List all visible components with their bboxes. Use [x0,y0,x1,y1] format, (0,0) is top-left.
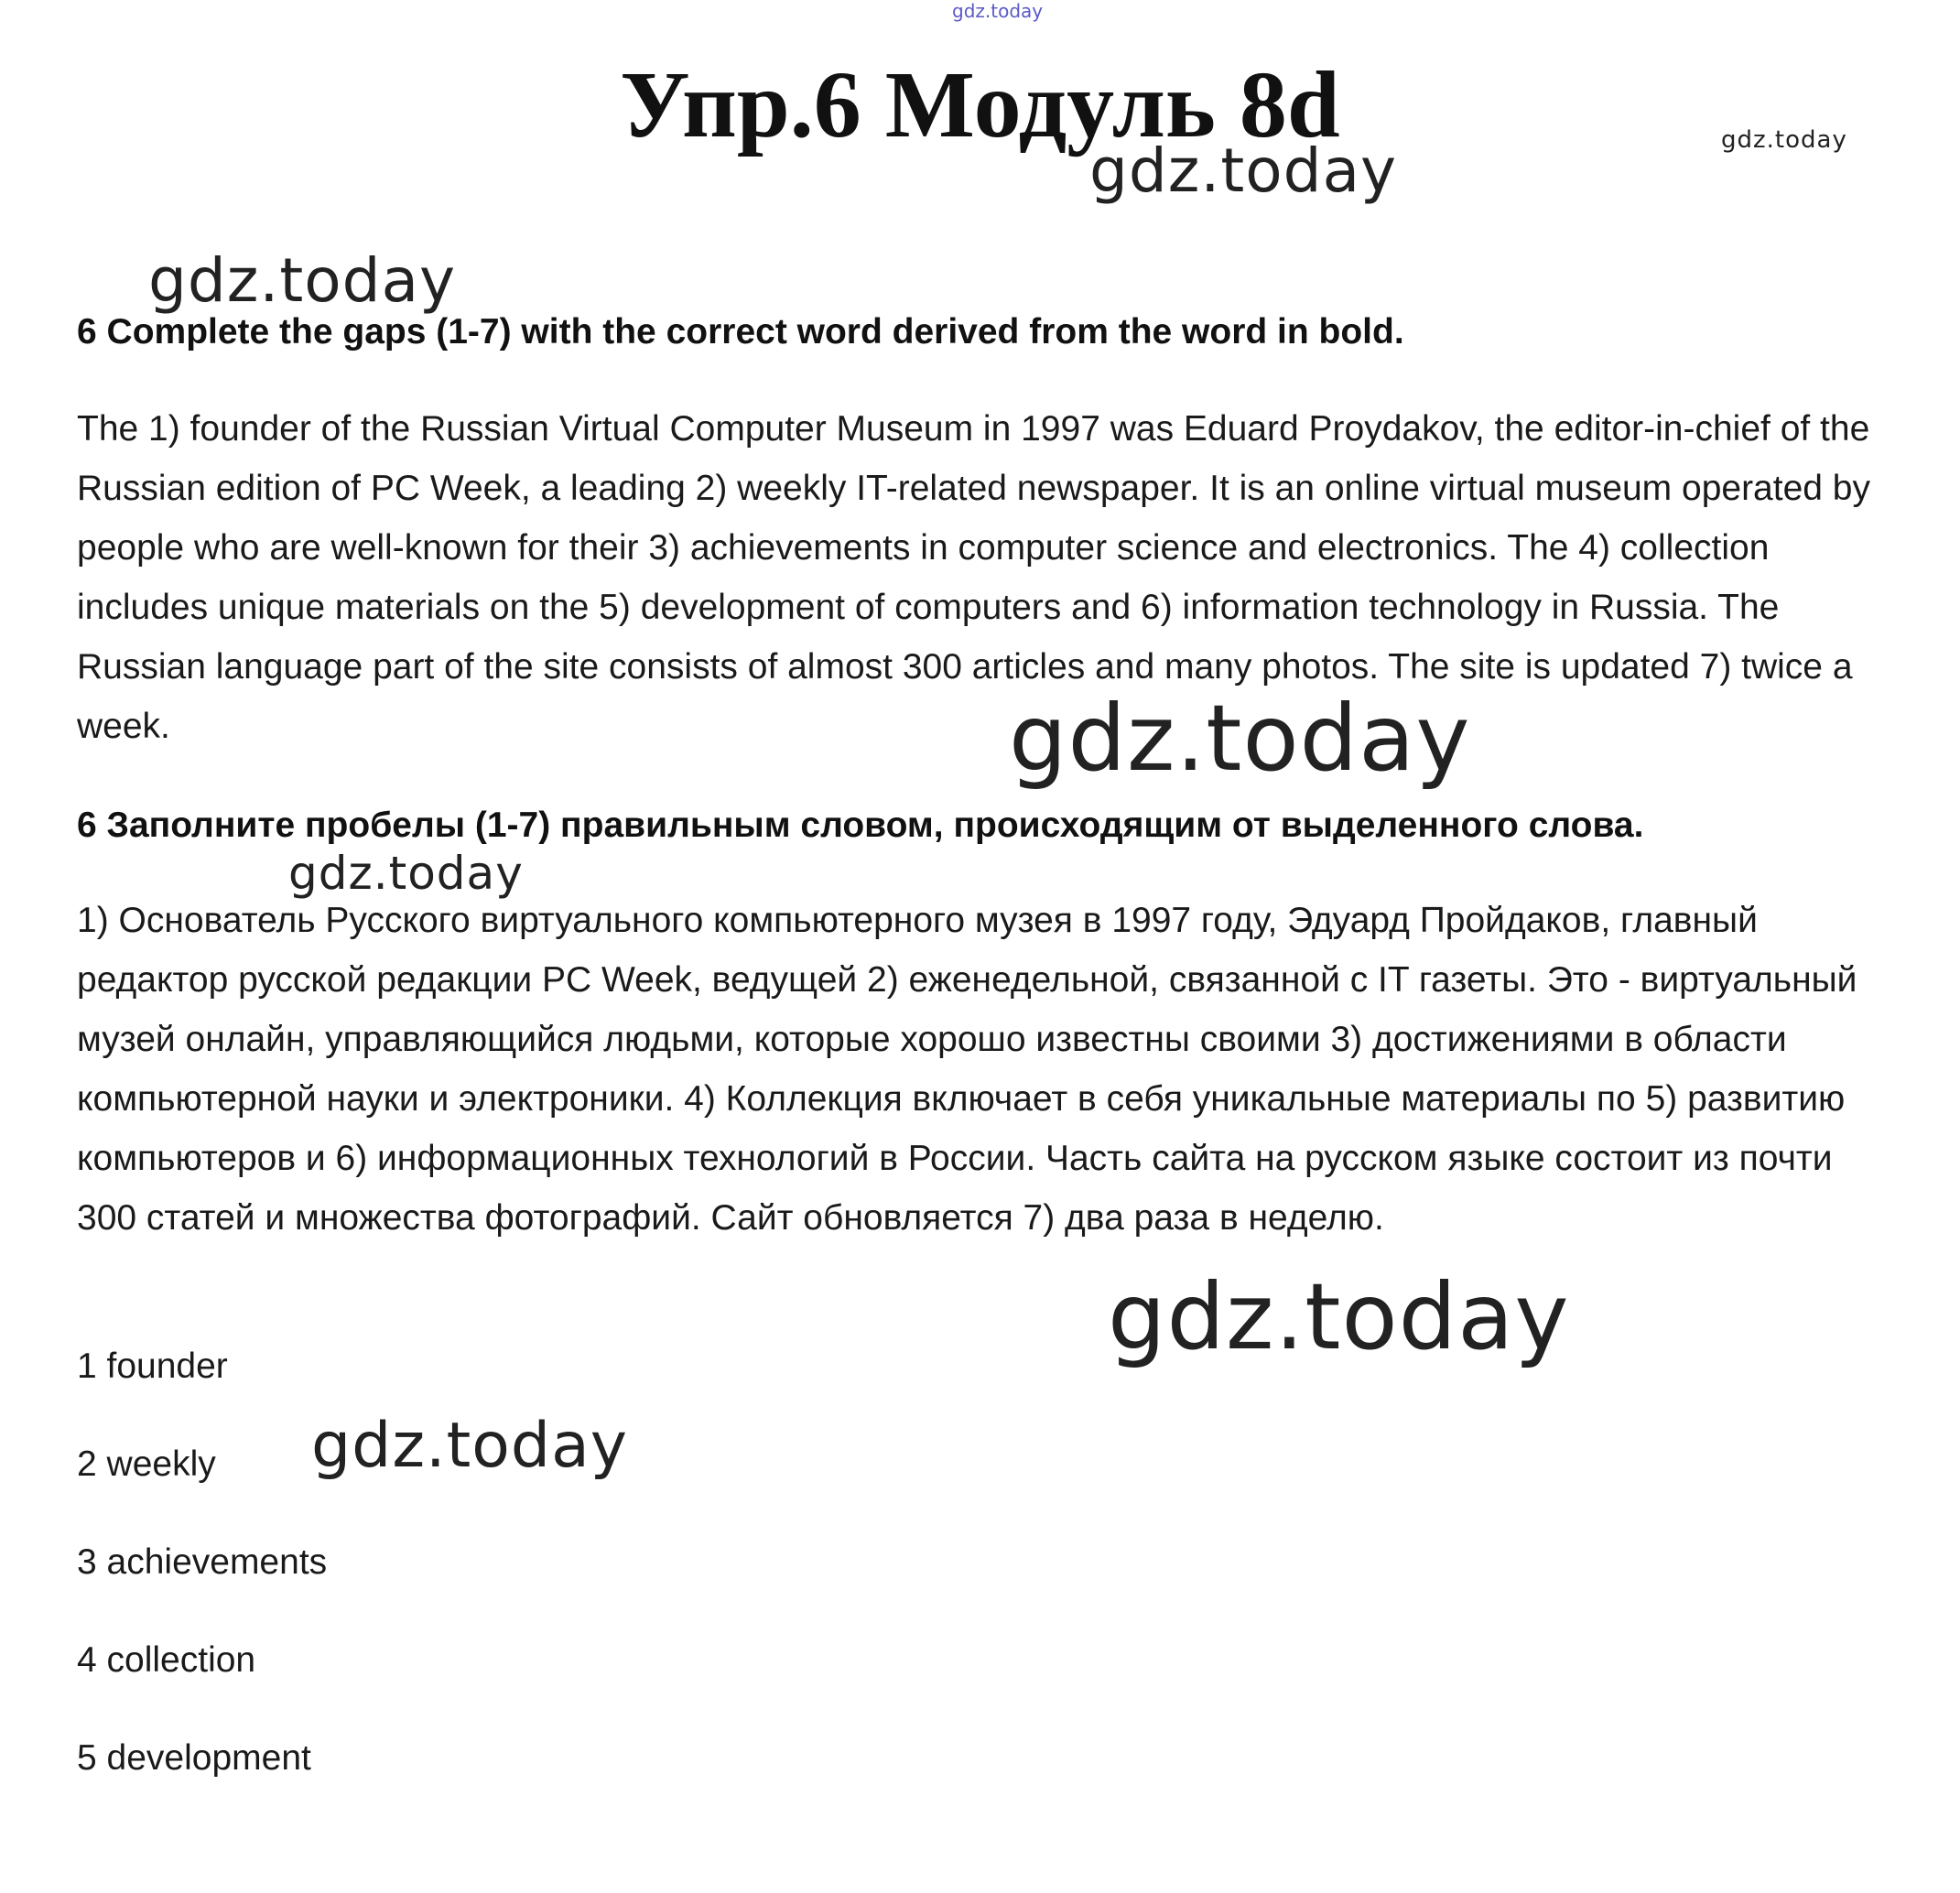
watermark-above-heading: gdz.today [148,245,457,316]
watermark-after-english: gdz.today [1009,685,1471,792]
answer-item: 5 development [77,1738,311,1778]
watermark-under-title: gdz.today [1089,135,1398,206]
watermark-above-russian-text: gdz.today [288,847,524,900]
answer-item: 4 collection [77,1640,256,1680]
english-task-text: The 1) founder of the Russian Virtual Computer Museum in 1997 was Eduard Proydakov, the editor-in-chief of the Russian edition of PC Week, a leading 2) weekly IT-related newspaper. It is an online virtual museum operated by people who are well-known for their 3) achievements in computer science and electronics. The 4) collection includes unique materials on the 5) development of computers and 6) information technology in Russia. The Russian language part of the site consists of almost 300 articles and many photos. The site is updated 7) twice a week. [77,409,1870,746]
answer-item: 3 achievements [77,1542,328,1582]
english-task-heading: 6 Complete the gaps (1-7) with the correct word derived from the word in bold. [77,312,1404,352]
russian-task-heading: 6 Заполните пробелы (1-7) правильным словом, происходящим от выделенного слова. [77,806,1644,845]
watermark-top-right: gdz.today [1721,126,1847,154]
answer-item: 2 weekly [77,1444,216,1484]
russian-task-text: 1) Основатель Русского виртуального компьютерного музея в 1997 году, Эдуард Пройдаков, главный редактор русской редакции PC Week, ведущей 2) еженедельной, связанной с IT газеты. Это - виртуальный музей онлайн, управляющийся людьми, которые хорошо известны своими 3) достижениями в области компьютерной науки и электроники. 4) Коллекция включает в себя уникальные материалы по 5) развитию компьютеров и 6) информационных технологий в России. Часть сайта на русском языке состоит из почти 300 статей и множества фотографий. Сайт обновляется 7) два раза в неделю. [77,901,1857,1238]
watermark-top: gdz.today [952,0,1044,22]
watermark-middle-right: gdz.today [1108,1263,1570,1370]
answer-item: 1 founder [77,1347,228,1386]
answer-list [77,1344,327,1834]
page-title: Упр.6 Модуль 8d [620,52,1340,157]
watermark-near-answers: gdz.today [311,1410,628,1482]
